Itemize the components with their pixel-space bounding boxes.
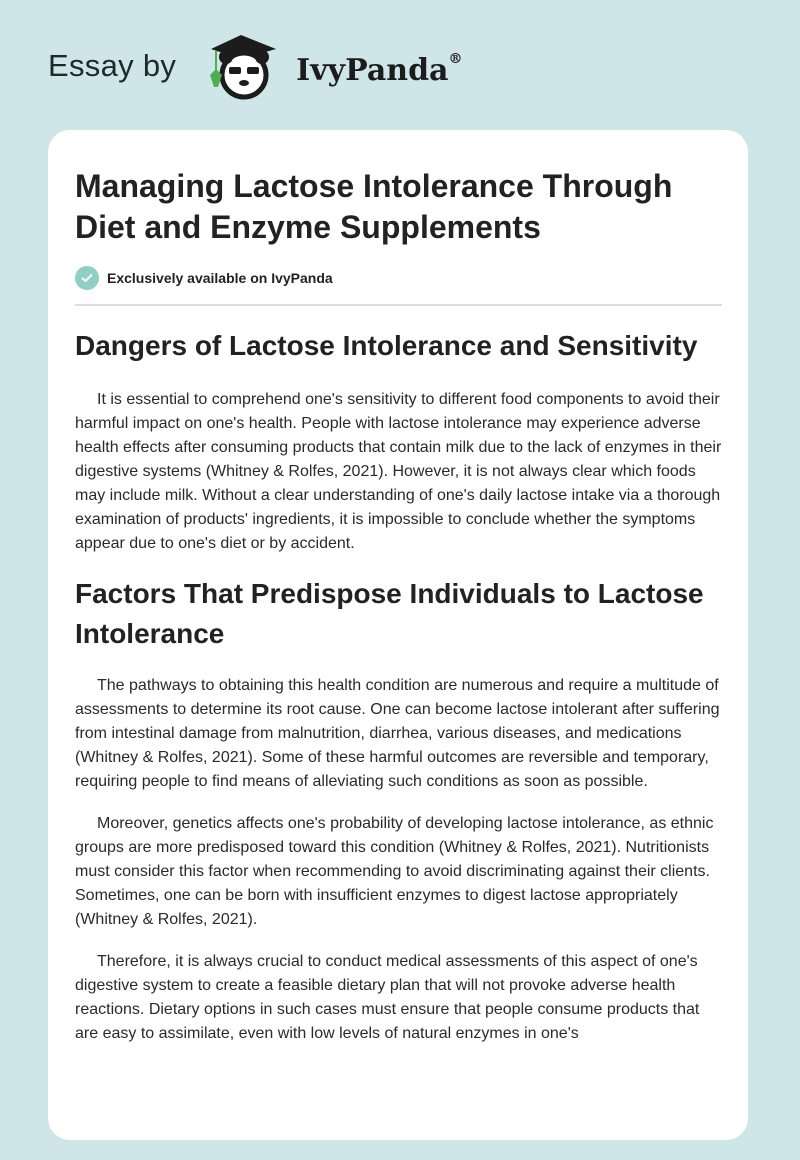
brand-text: IvyPanda [296, 52, 449, 88]
section-heading: Factors That Predispose Individuals to Lactose Intolerance [75, 578, 704, 649]
brand-name[interactable] [296, 50, 463, 88]
registered-mark: ® [448, 50, 463, 67]
exclusive-badge [75, 266, 722, 306]
site-header [48, 36, 463, 96]
paragraph: Therefore, it is always crucial to conduct medical assessments of this aspect of one's digestive system to create a feasible dietary plan that will not provoke adverse health reactions. Dietary options in such cases must ensure that people consume products that are easy to assimilate, even with low levels of natural enzymes in one's [75, 953, 700, 1042]
exclusive-label: Exclusively available on IvyPanda [107, 270, 333, 286]
check-icon [75, 266, 99, 290]
essay-by-label: Essay by [48, 48, 177, 83]
paragraph: Moreover, genetics affects one's probability of developing lactose intolerance, as ethnic groups are more predisposed toward this condition (Whitney & Rolfes, 2021). Nutritionists must consider this factor when recommending to avoid discriminating against their clients. Sometimes, one can be born with insufficient enzymes to digest lactose appropriately (Whitney & Rolfes, 2021). [75, 815, 714, 928]
paragraph: It is essential to comprehend one's sensitivity to different food components to avoid their harmful impact on one's health. People with lactose intolerance may experience adverse health effects after consuming products that contain milk due to the lack of enzymes in their digestive systems (Whitney & Rolfes, 2021). However, it is not always clear which foods may include milk. Without a clear understanding of one's daily lactose intake via a thorough examination of products' ingredients, it is impossible to conclude whether the symptoms appear due to one's diet or by accident. [75, 391, 722, 552]
paragraph: The pathways to obtaining this health condition are numerous and require a multitude of assessments to determine its root cause. One can become lactose intolerant after suffering from intestinal damage from malnutrition, diarrhea, various diseases, and medications (Whitney & Rolfes, 2021). Some of these harmful outcomes are reversible and temporary, requiring people to find means of alleviating such conditions as soon as possible. [75, 677, 720, 790]
essay-title: Managing Lactose Intolerance Through Diet and Enzyme Supplements [75, 168, 673, 245]
section-heading: Dangers of Lactose Intolerance and Sensitivity [75, 330, 698, 361]
essay-card [48, 130, 748, 1140]
ivypanda-logo-icon[interactable] [196, 31, 286, 101]
